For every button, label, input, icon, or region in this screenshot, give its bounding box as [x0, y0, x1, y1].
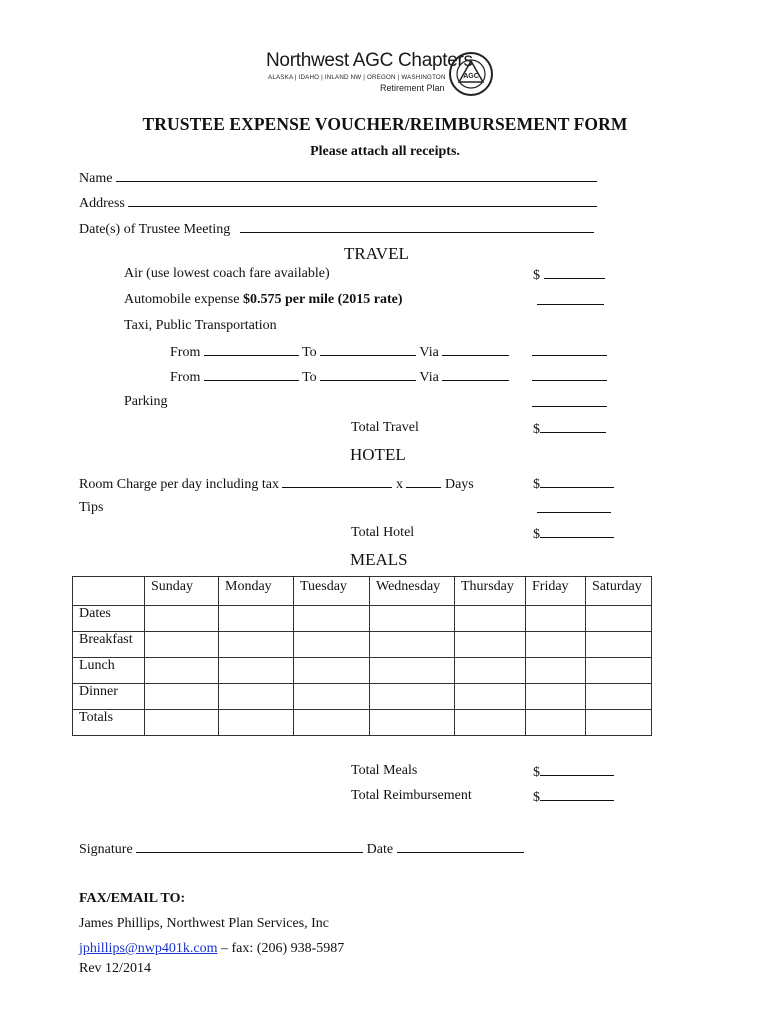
meals-row-totals [73, 710, 652, 736]
meal-cell[interactable] [145, 710, 219, 736]
day-header: Saturday [586, 577, 652, 606]
form-title: TRUSTEE EXPENSE VOUCHER/REIMBURSEMENT FORM [142, 114, 628, 134]
currency-sign: $ [533, 422, 540, 437]
contact-name: James Phillips, Northwest Plan Services, Inc [79, 916, 330, 931]
name-field[interactable] [79, 169, 597, 187]
meal-cell[interactable] [219, 684, 294, 710]
meal-cell[interactable] [370, 684, 455, 710]
logo-states: ALASKA | IDAHO | INLAND NW | OREGON | WASHINGTON [268, 74, 446, 81]
total-hotel-label: Total Hotel [351, 525, 415, 540]
meal-cell[interactable] [526, 658, 586, 684]
to-label: To [302, 345, 317, 360]
hotel-heading: HOTEL [350, 445, 406, 464]
meal-cell[interactable] [370, 710, 455, 736]
contact-heading: FAX/EMAIL TO: [79, 891, 186, 906]
meal-cell[interactable] [586, 632, 652, 658]
meal-cell[interactable] [294, 710, 370, 736]
agc-seal-icon [448, 50, 494, 98]
meal-cell[interactable] [526, 606, 586, 632]
total-meals-label: Total Meals [351, 763, 418, 778]
row-label: Dates [73, 606, 145, 632]
total-reimbursement-line[interactable] [540, 788, 614, 801]
currency-sign: $ [533, 527, 540, 542]
meal-cell[interactable] [526, 710, 586, 736]
meal-cell[interactable] [370, 658, 455, 684]
meal-cell[interactable] [586, 684, 652, 710]
meals-heading: MEALS [350, 550, 408, 569]
meal-cell[interactable] [586, 710, 652, 736]
email-link[interactable]: jphillips@nwp401k.com [79, 941, 218, 956]
parking-amount-line[interactable] [532, 394, 607, 407]
name-line[interactable] [116, 169, 597, 182]
meal-cell[interactable] [219, 632, 294, 658]
route-1-amount-line[interactable] [532, 343, 607, 356]
day-header: Friday [526, 577, 586, 606]
parking-label: Parking [124, 394, 168, 409]
tips-amount-line[interactable] [537, 500, 611, 513]
name-label: Name [79, 171, 113, 186]
air-amount-line[interactable] [544, 266, 605, 279]
row-label: Lunch [73, 658, 145, 684]
meals-row-breakfast [73, 632, 652, 658]
day-header: Tuesday [294, 577, 370, 606]
signature-line[interactable] [136, 840, 363, 853]
meal-cell[interactable] [219, 658, 294, 684]
route-2-amount-line[interactable] [532, 368, 607, 381]
room-charge-amount-line[interactable] [540, 475, 614, 488]
fax-text: – fax: (206) 938-5987 [217, 941, 345, 956]
route-row-1[interactable] [170, 343, 509, 361]
date-label: Date [366, 842, 394, 857]
meals-row-dates [73, 606, 652, 632]
currency-sign: $ [533, 268, 540, 283]
meal-cell[interactable] [455, 710, 526, 736]
meal-cell[interactable] [219, 710, 294, 736]
meal-cell[interactable] [455, 606, 526, 632]
meals-row-dinner [73, 684, 652, 710]
meal-cell[interactable] [370, 606, 455, 632]
room-charge-line[interactable] [282, 475, 392, 488]
currency-sign: $ [533, 765, 540, 780]
via-label: Via [419, 345, 439, 360]
meeting-dates-line[interactable] [240, 220, 594, 233]
meal-cell[interactable] [294, 632, 370, 658]
meal-cell[interactable] [370, 632, 455, 658]
auto-label: Automobile expense [124, 292, 243, 307]
to-label: To [302, 370, 317, 385]
logo [266, 50, 496, 100]
meal-cell[interactable] [586, 606, 652, 632]
meal-cell[interactable] [219, 606, 294, 632]
meal-cell[interactable] [455, 658, 526, 684]
meals-corner-cell [73, 577, 145, 606]
total-travel-amount[interactable] [533, 420, 606, 438]
days-count-line[interactable] [406, 475, 441, 488]
meeting-dates-label: Date(s) of Trustee Meeting [79, 222, 231, 237]
day-header: Thursday [455, 577, 526, 606]
revision-text: Rev 12/2014 [79, 961, 151, 976]
signature-label: Signature [79, 842, 133, 857]
address-line[interactable] [128, 194, 597, 207]
room-charge-amount[interactable] [533, 475, 614, 493]
meal-cell[interactable] [455, 632, 526, 658]
days-label: Days [444, 477, 474, 492]
from-line[interactable] [204, 368, 299, 381]
tips-label: Tips [79, 500, 104, 515]
logo-name: Northwest AGC Chapters [266, 50, 473, 71]
row-label: Breakfast [73, 632, 145, 658]
total-hotel-amount[interactable] [533, 525, 614, 543]
meals-table [72, 576, 652, 736]
seal-text: AGC [463, 73, 479, 80]
meal-cell[interactable] [526, 632, 586, 658]
logo-plan: Retirement Plan [380, 83, 445, 93]
row-label: Dinner [73, 684, 145, 710]
total-hotel-line[interactable] [540, 525, 614, 538]
day-header: Sunday [145, 577, 219, 606]
meals-header-row [73, 577, 652, 606]
meeting-dates-field[interactable] [79, 220, 594, 238]
currency-sign: $ [533, 790, 540, 805]
contact-line [79, 941, 344, 957]
day-header: Wednesday [370, 577, 455, 606]
total-reimbursement-amount[interactable] [533, 788, 614, 806]
taxi-label: Taxi, Public Transportation [124, 318, 277, 333]
meal-cell[interactable] [526, 684, 586, 710]
form-subtitle: Please attach all receipts. [310, 144, 460, 159]
total-travel-label: Total Travel [351, 420, 419, 435]
meal-cell[interactable] [145, 684, 219, 710]
date-line[interactable] [397, 840, 524, 853]
via-line[interactable] [442, 343, 509, 356]
air-label: Air (use lowest coach fare available) [124, 266, 330, 281]
signature-field[interactable] [79, 840, 524, 858]
from-label: From [170, 345, 201, 360]
room-charge-field[interactable] [79, 475, 474, 493]
currency-sign: $ [533, 477, 540, 492]
meal-cell[interactable] [586, 658, 652, 684]
meal-cell[interactable] [145, 658, 219, 684]
auto-amount-line[interactable] [537, 292, 604, 305]
meals-row-lunch [73, 658, 652, 684]
day-header: Monday [219, 577, 294, 606]
meal-cell[interactable] [455, 684, 526, 710]
meal-cell[interactable] [294, 606, 370, 632]
route-row-2[interactable] [170, 368, 509, 386]
times-label: x [395, 477, 403, 492]
meal-cell[interactable] [294, 684, 370, 710]
total-reimbursement-label: Total Reimbursement [351, 788, 472, 803]
from-line[interactable] [204, 343, 299, 356]
via-line[interactable] [442, 368, 509, 381]
total-meals-line[interactable] [540, 763, 614, 776]
from-label: From [170, 370, 201, 385]
meal-cell[interactable] [145, 606, 219, 632]
room-charge-label: Room Charge per day including tax [79, 477, 279, 492]
to-line[interactable] [320, 368, 416, 381]
address-label: Address [79, 196, 125, 211]
meal-cell[interactable] [294, 658, 370, 684]
auto-expense [124, 292, 403, 308]
travel-heading: TRAVEL [344, 244, 409, 263]
total-travel-line[interactable] [540, 420, 606, 433]
address-field[interactable] [79, 194, 597, 212]
via-label: Via [419, 370, 439, 385]
auto-rate: $0.575 per mile (2015 rate) [242, 292, 403, 307]
to-line[interactable] [320, 343, 416, 356]
total-meals-amount[interactable] [533, 763, 614, 781]
row-label: Totals [73, 710, 145, 736]
air-amount[interactable] [533, 266, 605, 284]
meal-cell[interactable] [145, 632, 219, 658]
